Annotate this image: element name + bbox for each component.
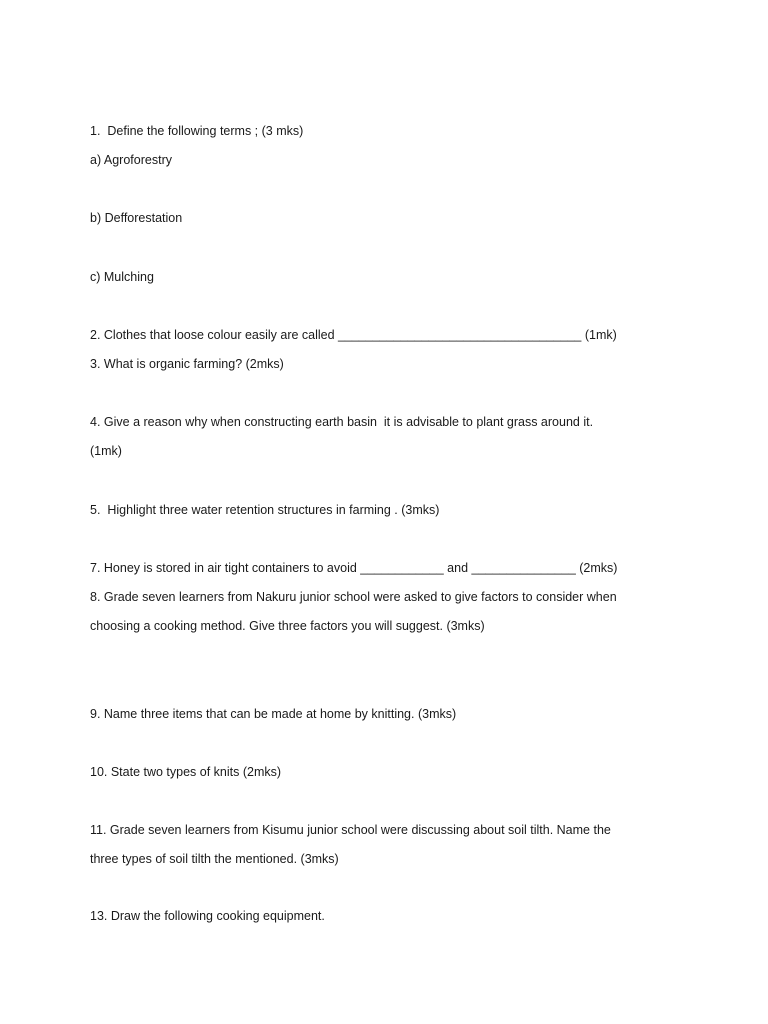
- question-5: 5. Highlight three water retention structures in farming . (3mks): [90, 503, 440, 517]
- question-1c: c) Mulching: [90, 270, 154, 284]
- question-9: 9. Name three items that can be made at home by knitting. (3mks): [90, 707, 457, 721]
- question-8-line-1: 8. Grade seven learners from Nakuru junior school were asked to give factors to consider when: [90, 590, 617, 604]
- question-4-line-1: 4. Give a reason why when constructing earth basin it is advisable to plant grass around it.: [90, 415, 594, 429]
- question-4-line-2: (1mk): [90, 444, 122, 458]
- question-1b: b) Defforestation: [90, 211, 183, 225]
- question-1-heading: 1. Define the following terms ; (3 mks): [90, 124, 304, 138]
- question-10: 10. State two types of knits (2mks): [90, 765, 282, 779]
- question-13: 13. Draw the following cooking equipment.: [90, 909, 325, 923]
- question-2: 2. Clothes that loose colour easily are called ___________________________________ (1mk): [90, 328, 617, 342]
- question-1a: a) Agroforestry: [90, 153, 172, 167]
- question-3: 3. What is organic farming? (2mks): [90, 357, 284, 371]
- question-11-line-2: three types of soil tilth the mentioned. (3mks): [90, 852, 339, 866]
- question-8-line-2: choosing a cooking method. Give three factors you will suggest. (3mks): [90, 619, 485, 633]
- question-11-line-1: 11. Grade seven learners from Kisumu junior school were discussing about soil tilth. Name the: [90, 823, 611, 837]
- question-7: 7. Honey is stored in air tight containers to avoid ____________ and _______________ (2mks): [90, 561, 618, 575]
